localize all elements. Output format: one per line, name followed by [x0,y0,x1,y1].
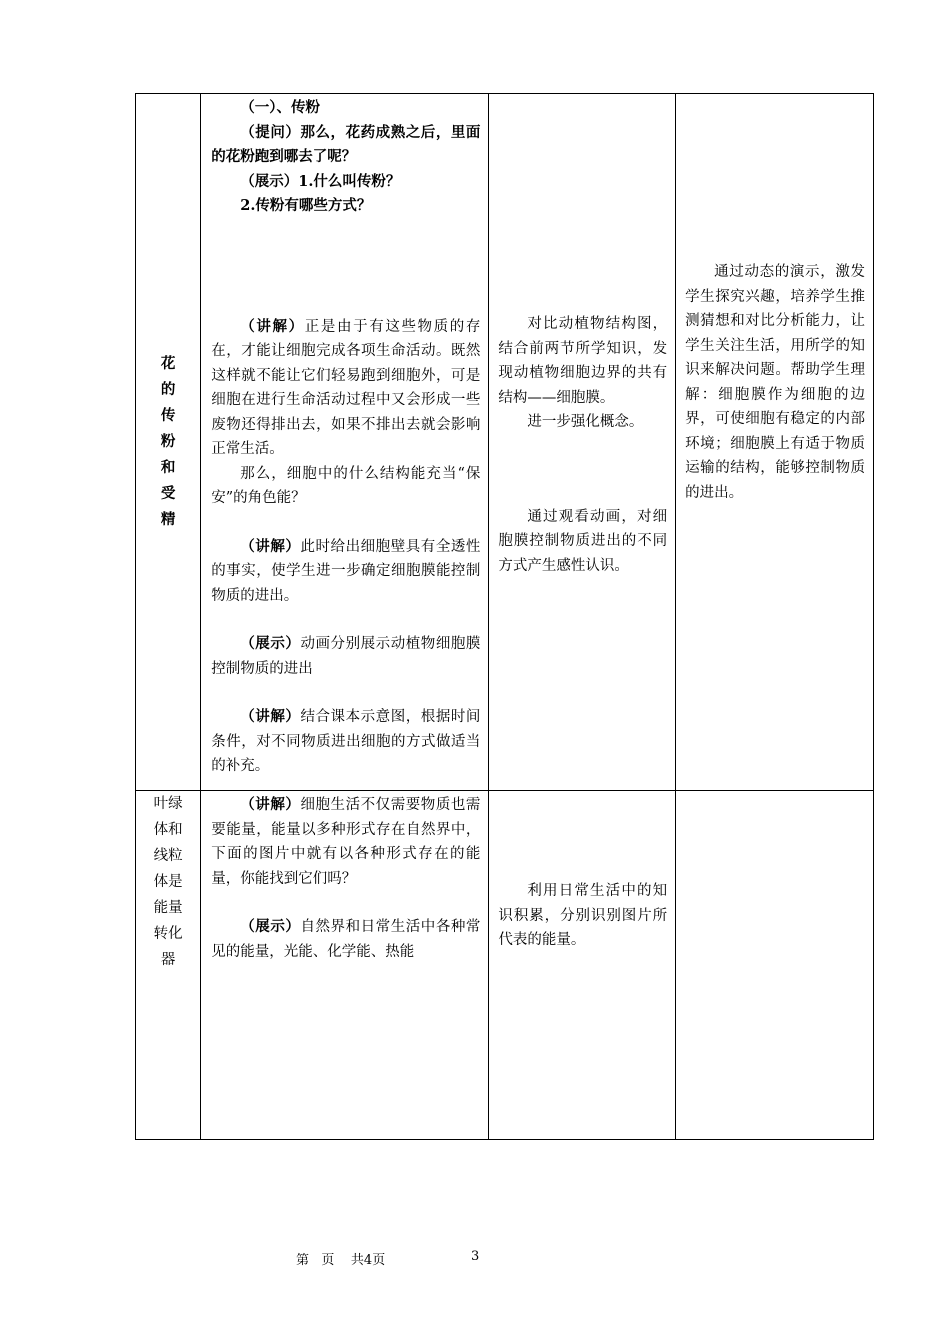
topic-char: 传 [160,407,176,424]
page-number: 3 [471,1249,480,1264]
design-intent-cell [676,791,874,1140]
table-row [136,94,874,791]
topic-line: 叶绿 [153,796,183,812]
topic-char: 的 [160,381,176,398]
topic-char: 花 [160,355,176,372]
lesson-plan-table [135,93,874,1140]
topic-line: 体和 [153,822,183,838]
explain-paragraph-3: （讲解）此时给出细胞壁具有全透性的事实，使学生进一步确定细胞膜能控制物质的进出。 [211,537,481,604]
activity-paragraph-2: 进一步强化概念。 [527,414,644,430]
teaching-process-cell [201,94,489,791]
section-heading: （一）、传粉 [240,99,320,116]
topic-line: 转化 [153,926,183,942]
intent-paragraph-1: 通过动态的演示，激发学生探究兴趣，培养学生推测猜想和对比分析能力，让学生关注生活，用所学的知识来解决问题。帮助学生理解：细胞膜作为细胞的边界，可使细胞有稳定的内部环境；细胞膜上有适于物质运输的结构，能够控制物质的进出。 [685,264,865,501]
explain-paragraph-4: （讲解）结合课本示意图，根据时间条件，对不同物质进出细胞的方式做适当的补充。 [211,708,481,774]
show-paragraph-2: 2.传粉有哪些方式？ [240,197,372,214]
topic-char: 精 [160,511,176,528]
table-row [136,791,874,1140]
show-paragraph-1: （展示）自然界和日常生活中各种常见的能量，光能、化学能、热能 [211,918,481,960]
topic-char: 受 [160,485,176,502]
teaching-process-cell [201,791,489,1140]
page-footer: 第 页 共4页 [296,1253,386,1268]
explain-paragraph-1: （讲解）细胞生活不仅需要物质也需要能量，能量以多种形式存在自然界中，下面的图片中就有以各种形式存在的能量，你能找到它们吗？ [211,796,481,887]
topic-line: 线粒 [153,848,183,864]
activity-paragraph-1: 对比动植物结构图，结合前两节所学知识，发现动植物细胞边界的共有结构——细胞膜。 [498,316,668,406]
design-intent-cell [676,94,874,791]
topic-cell-energy-converters [136,791,201,1140]
student-activity-cell [489,791,676,1140]
topic-cell-pollination [136,94,201,791]
student-activity-cell [489,94,676,791]
explain-paragraph-1: （讲解）正是由于有这些物质的存在，才能让细胞完成各项生命活动。既然这样就不能让它们轻易跑到细胞外，可是细胞在进行生命活动过程中又会形成一些废物还得排出去，如果不排出去就会影响正常生活。 [211,317,481,457]
question-paragraph: （提问）那么，花药成熟之后，里面的花粉跑到哪去了呢？ [211,123,481,165]
topic-line: 器 [160,952,176,968]
explain-paragraph-2: 那么，细胞中的什么结构能充当“保安”的角色能？ [211,465,481,506]
topic-char: 和 [160,459,176,476]
show-paragraph-3: （展示）动画分别展示动植物细胞膜控制物质的进出 [211,635,481,677]
topic-line: 体是 [153,874,183,890]
topic-char: 粉 [160,433,176,450]
topic-line: 能量 [153,900,183,916]
activity-paragraph-1: 利用日常生活中的知识积累，分别识别图片所代表的能量。 [498,883,668,948]
activity-paragraph-3: 通过观看动画，对细胞膜控制物质进出的不同方式产生感性认识。 [498,508,668,574]
show-paragraph-1: （展示）1.什么叫传粉？ [240,172,401,190]
